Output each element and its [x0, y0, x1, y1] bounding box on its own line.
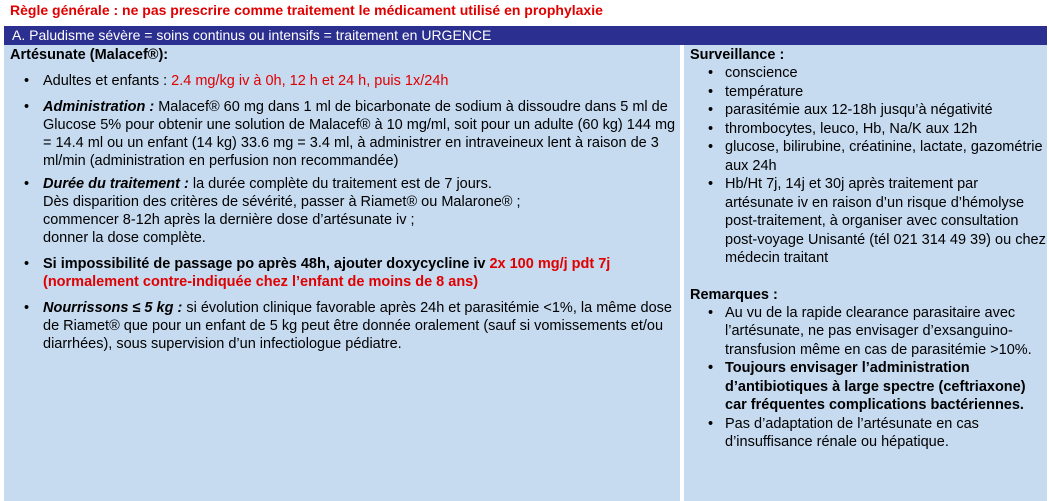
surveillance-list — [690, 64, 1047, 268]
remark-text: Toujours envisager l’administration d’antibiotiques à large spectre (ceftriaxone) car fréquentes complications bactériennes. — [725, 360, 1026, 413]
surveillance-item-text: glucose, bilirubine, créatinine, lactate, gazométrie aux 24h — [725, 139, 1043, 174]
bullet-icon: • — [708, 120, 714, 137]
surveillance-item — [690, 120, 1047, 139]
bullet-icon: • — [708, 83, 714, 100]
duration-line3: commencer 8-12h après la dernière dose d’artésunate iv ; — [43, 212, 415, 228]
remark-text: Pas d’adaptation de l’artésunate en cas d’insuffisance rénale ou hépatique. — [725, 415, 979, 450]
remark-text: Au vu de la rapide clearance parasitaire avec l’artésunate, ne pas envisager d’exsanguino-transfusion même en cas de parasitémie >10%. — [725, 304, 1032, 358]
surveillance-title: Surveillance : — [690, 47, 785, 63]
bullet-icon: • — [24, 256, 30, 272]
remark-item — [690, 304, 1047, 360]
surveillance-item-text: conscience — [725, 65, 798, 81]
bullet-icon: • — [708, 304, 714, 321]
treatment-list — [10, 72, 680, 353]
section-header-text: A. Paludisme sévère = soins continus ou intensifs = traitement en URGENCE — [12, 27, 492, 43]
administration-text: Malacef® 60 mg dans 1 ml de bicarbonate de sodium à dissoudre dans 5 ml de Glucose 5% pour obtenir une solution de Malacef® à 10 mg/ml, soit pour un adulte (60 kg) 144 mg = 14.4 ml ou un enfant (14 kg) 33.6 mg = 3.4 ml, à administrer en intraveineux lent à raison de 3 ml/min (administration en perfusion non recommandée) — [43, 99, 676, 169]
dosing-value: 2.4 mg/kg iv à 0h, 12 h et 24 h, puis 1x/24h — [171, 73, 449, 89]
surveillance-item — [690, 101, 1047, 120]
administration-label: Administration : — [43, 99, 155, 115]
duration-line1: la durée complète du traitement est de 7 jours. — [188, 176, 492, 192]
bullet-icon: • — [708, 139, 714, 155]
bullet-icon: • — [24, 73, 30, 89]
surveillance-item — [690, 175, 1047, 268]
bullet-icon: • — [708, 65, 714, 81]
bullet-icon: • — [708, 176, 714, 192]
infants-label: Nourrissons ≤ 5 kg : — [43, 300, 183, 316]
dosing-item — [10, 72, 680, 90]
bullet-icon: • — [24, 176, 30, 192]
remarks-title: Remarques : — [690, 286, 778, 303]
dosing-label: Adultes et enfants : — [43, 73, 172, 89]
duration-line4: donner la dose complète. — [43, 230, 206, 246]
drug-title: Artésunate (Malacef®): — [10, 47, 169, 63]
duration-line2: Dès disparition des critères de sévérité, passer à Riamet® ou Malarone® ; — [43, 194, 521, 210]
bullet-icon: • — [24, 300, 30, 316]
remarks-list — [690, 304, 1047, 452]
bullet-icon: • — [708, 360, 714, 376]
remark-item — [690, 359, 1047, 415]
monitoring-panel — [684, 45, 1047, 501]
surveillance-item — [690, 138, 1047, 175]
section-header — [4, 26, 1047, 45]
surveillance-item-text: thrombocytes, leuco, Hb, Na/K aux 12h — [725, 120, 978, 137]
bullet-icon: • — [708, 415, 714, 432]
bullet-icon: • — [708, 102, 714, 118]
surveillance-item-text: parasitémie aux 12-18h jusqu’à négativité — [725, 102, 993, 118]
remark-item — [690, 415, 1047, 452]
doxycycline-item — [10, 255, 680, 291]
treatment-panel — [4, 45, 680, 501]
bullet-icon: • — [24, 99, 30, 115]
infants-text: si évolution clinique favorable après 24h et parasitémie <1%, la même dose de Riamet® que pour un enfant de 5 kg peut être donnée oralement (sauf si vomissements et/ou diarrhées), sous supervision d’un infectiologue pédiatre. — [43, 300, 672, 352]
duration-item — [10, 175, 680, 247]
surveillance-item-text: Hb/Ht 7j, 14j et 30j après traitement par artésunate iv en raison d’un risque d’hémolyse post-traitement, à organiser avec consultation post-voyage Unisanté (tél 021 314 49 39) ou chez médecin traitant — [725, 176, 1046, 266]
doxycycline-warning: (normalement contre-indiquée chez l’enfant de moins de 8 ans) — [43, 274, 479, 290]
doxycycline-text: Si impossibilité de passage po après 48h, ajouter doxycycline iv — [43, 256, 490, 272]
surveillance-item — [690, 83, 1047, 102]
surveillance-item — [690, 64, 1047, 83]
administration-item — [10, 98, 680, 170]
general-rule: Règle générale : ne pas prescrire comme traitement le médicament utilisé en prophylaxie — [10, 2, 603, 18]
infants-item — [10, 299, 680, 353]
doxycycline-dose: 2x 100 mg/j pdt 7j — [489, 256, 611, 272]
surveillance-item-text: température — [725, 83, 804, 100]
duration-label: Durée du traitement : — [43, 176, 189, 192]
